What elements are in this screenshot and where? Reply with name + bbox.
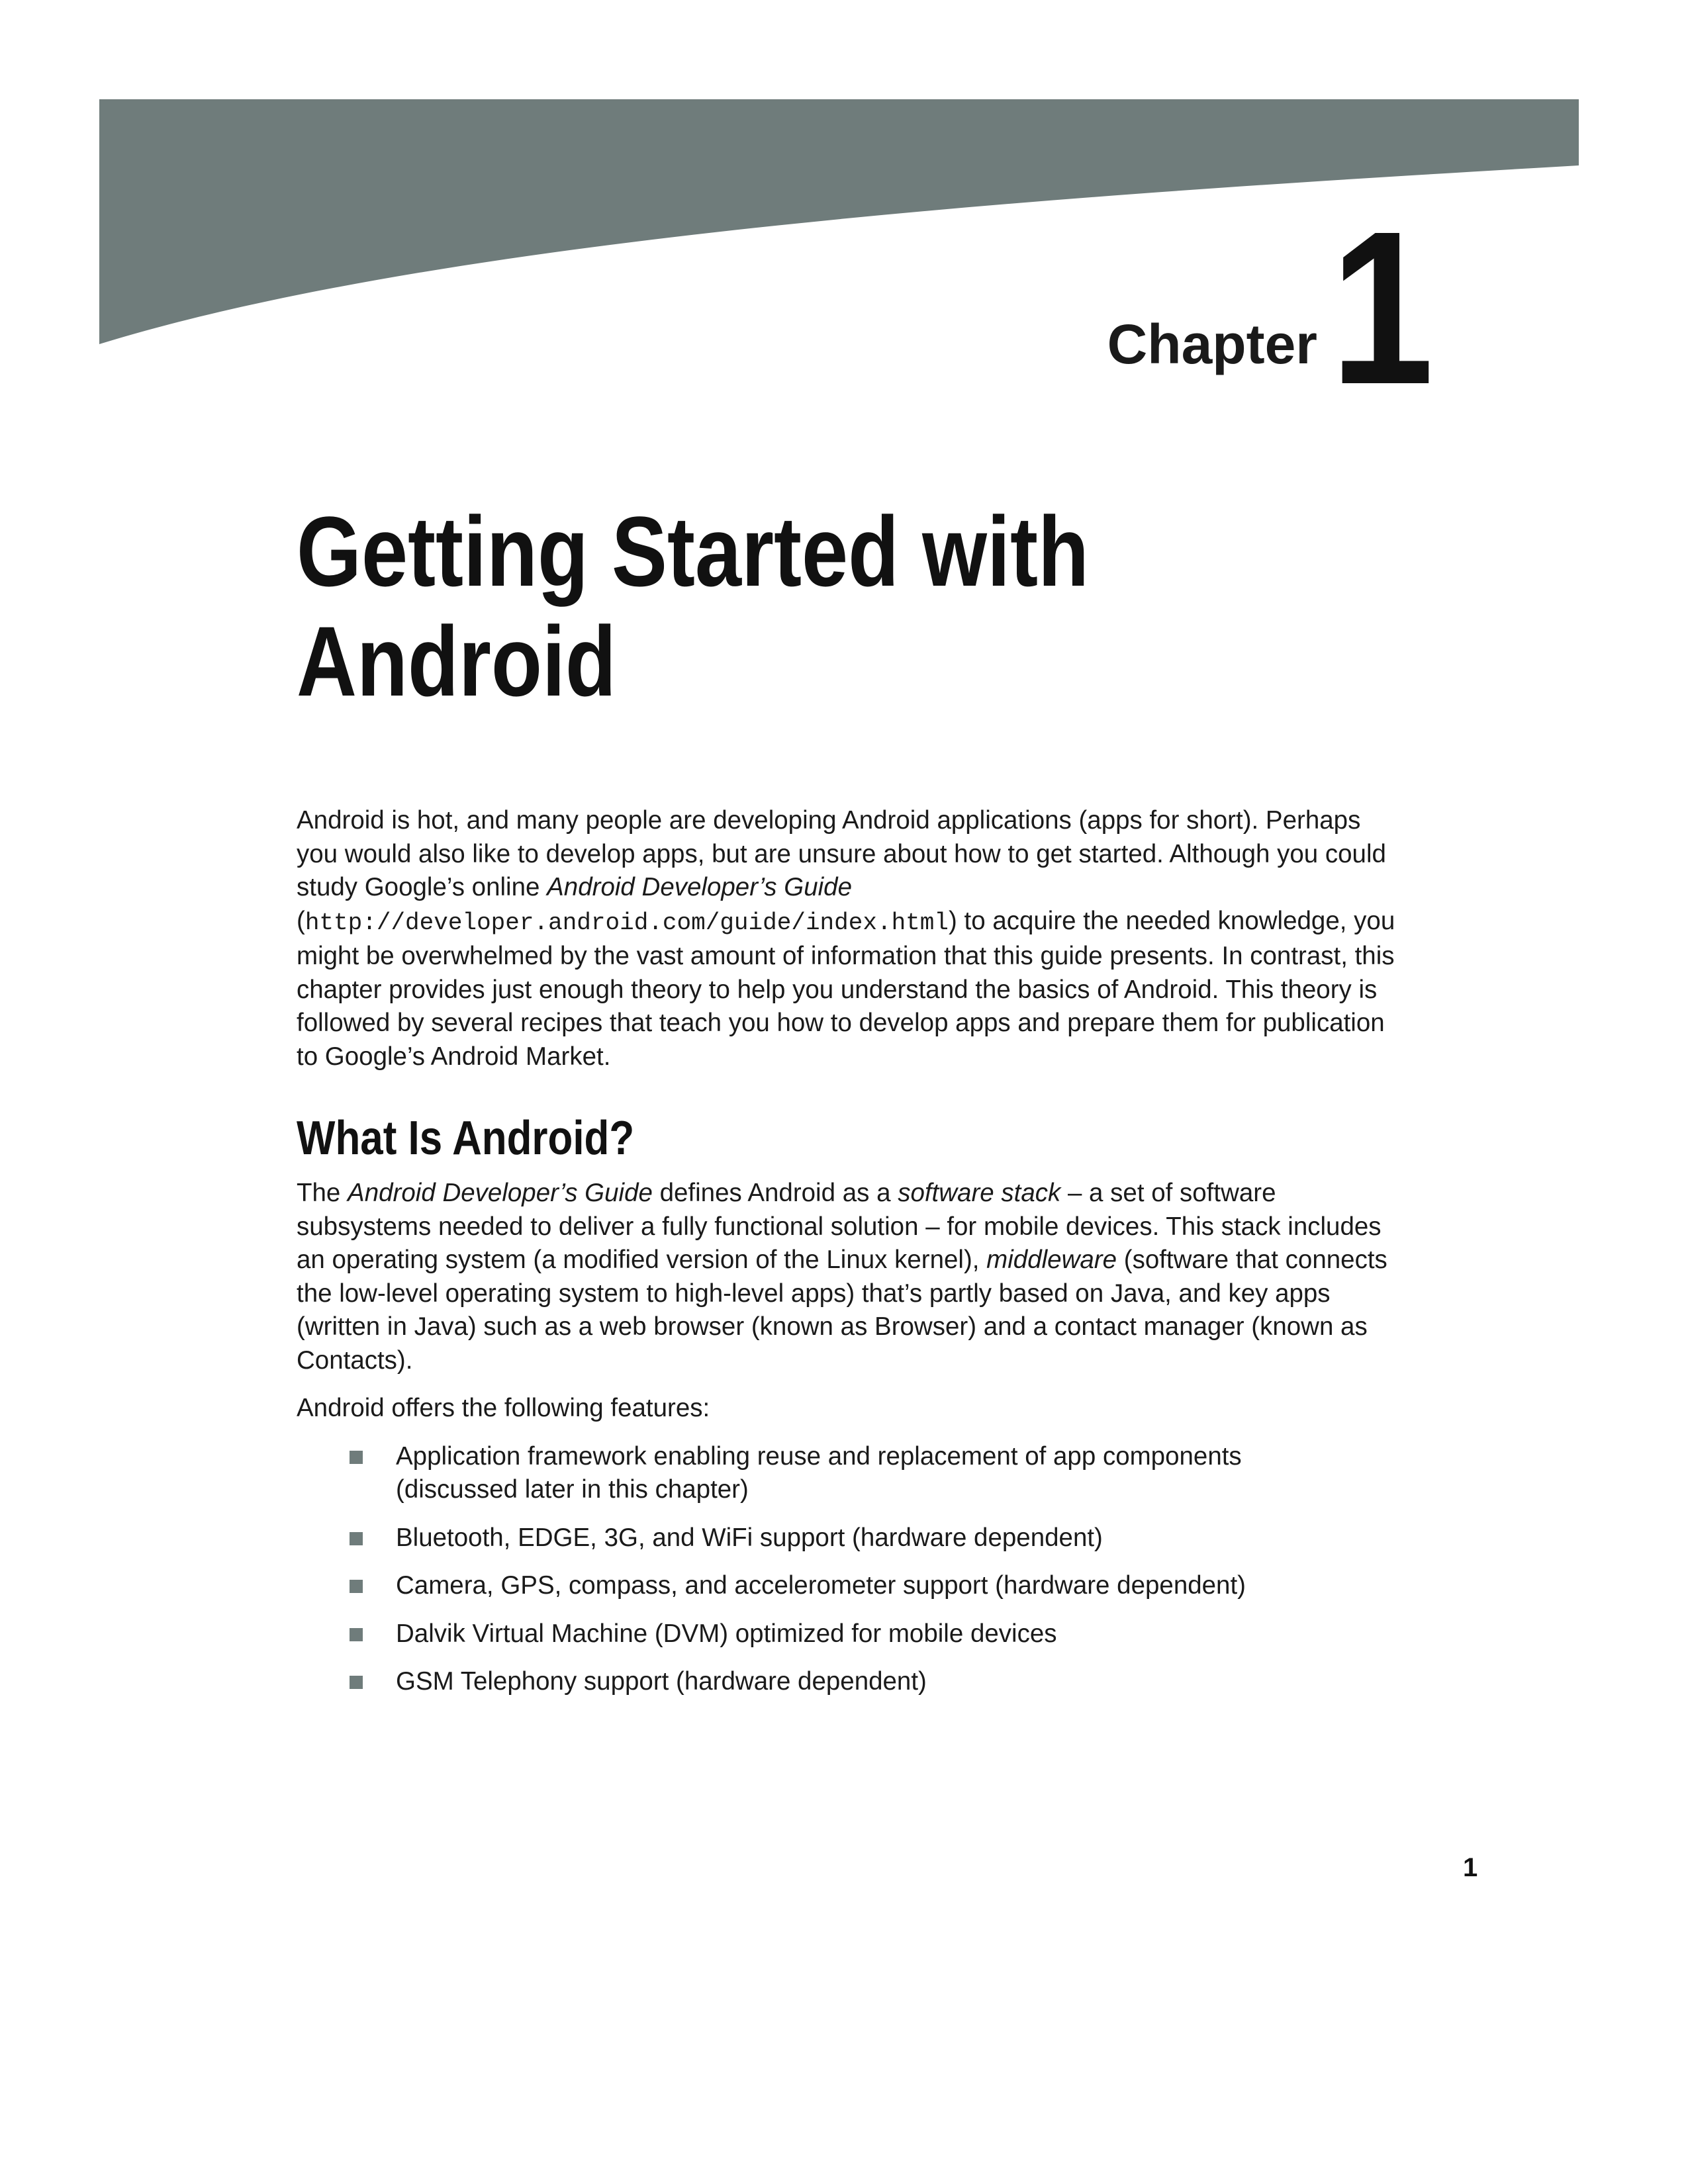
- chapter-label: Chapter: [1107, 313, 1317, 375]
- feature-item: [350, 1665, 1276, 1699]
- feature-item: [350, 1569, 1276, 1603]
- intro-after-url: ) to acquire the needed knowledge,: [949, 906, 1347, 935]
- intro-paragraph: [297, 804, 1395, 1073]
- definition-the: The: [297, 1179, 348, 1207]
- chapter-body: [297, 804, 1395, 1713]
- feature-text: GSM Telephony support (hardware dependent): [396, 1667, 927, 1696]
- chapter-title: [297, 496, 1242, 716]
- feature-text: Application framework enabling reuse and replacement of app components (discussed later in this chapter): [396, 1441, 1242, 1504]
- intro-rest: you might be overwhelmed by the vast amount of information that this guide presents. In contrast, this chapter provides just enough theory to help you understand the basics of Android. This theory is followed by several recipes that teach you how to develop apps and prepare them for publication to Google’s Android Market.: [297, 906, 1395, 1071]
- feature-item: [350, 1522, 1276, 1555]
- chapter-number: 1: [1331, 185, 1429, 430]
- intro-line-2: Perhaps you would also like to develop apps, but are unsure about how to get started.: [297, 806, 1361, 868]
- definition-end: (software that connects the low-level operating system to high-level apps) that’s partly based on Java, and key apps (written in Java) such as a web browser (known as Browser) and a contact manager (known as Contacts).: [297, 1246, 1387, 1375]
- definition-paragraph: [297, 1177, 1395, 1377]
- intro-line-1: Android is hot, and many people are developing Android applications (apps for short).: [297, 806, 1259, 835]
- software-stack-term: software stack: [898, 1179, 1061, 1207]
- feature-item: [350, 1617, 1276, 1651]
- section-heading: What Is Android?: [297, 1112, 635, 1165]
- definition-after: – a set of software subsystems needed to deliver a fully functional solution – for mobile devices. This stack includes an operating system (a modified version of the Linux kernel),: [297, 1179, 1382, 1274]
- guide-title-emphasis-2: Android Developer’s Guide: [348, 1179, 653, 1207]
- middleware-term: middleware: [986, 1246, 1117, 1274]
- guide-title-emphasis: Android Developer’s Guide: [547, 873, 852, 901]
- chapter-title-line-1: Getting Started with: [297, 496, 1089, 607]
- chapter-title-line-2: Android: [297, 606, 616, 717]
- square-bullet-icon: [350, 1628, 363, 1641]
- features-list: [297, 1440, 1395, 1699]
- page-number: 1: [1463, 1853, 1478, 1882]
- square-bullet-icon: [350, 1451, 363, 1464]
- feature-text: Dalvik Virtual Machine (DVM) optimized for mobile devices: [396, 1619, 1057, 1648]
- developer-guide-url: http://developer.android.com/guide/index.html: [305, 909, 949, 936]
- feature-text: Bluetooth, EDGE, 3G, and WiFi support (hardware dependent): [396, 1523, 1103, 1552]
- intro-line-3: Although you could study Google’s online: [297, 839, 1386, 901]
- square-bullet-icon: [350, 1532, 363, 1545]
- features-intro: Android offers the following features:: [297, 1394, 710, 1422]
- square-bullet-icon: [350, 1676, 363, 1689]
- feature-item: [350, 1440, 1276, 1507]
- feature-text: Camera, GPS, compass, and accelerometer support (hardware dependent): [396, 1571, 1246, 1600]
- square-bullet-icon: [350, 1580, 363, 1593]
- url-open-paren: (: [297, 906, 305, 935]
- definition-mid: defines Android as a: [652, 1179, 898, 1207]
